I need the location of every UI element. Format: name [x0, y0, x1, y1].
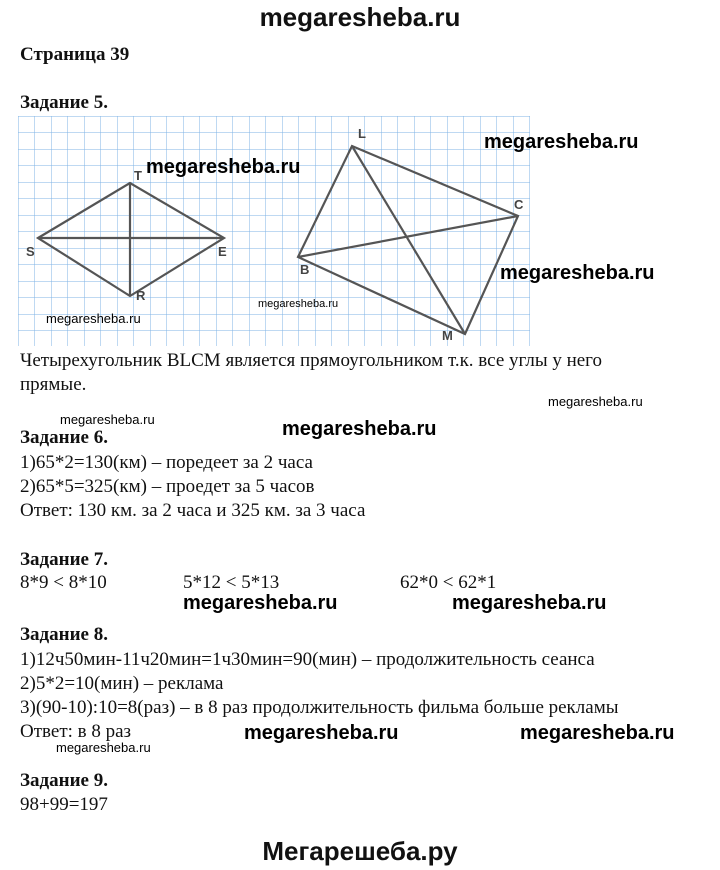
watermark: megaresheba.ru	[500, 262, 655, 284]
task5-text-line: прямые.	[20, 374, 87, 395]
point-label-l: L	[358, 126, 366, 141]
point-label-e: E	[218, 244, 227, 259]
task8-line: 2)5*2=10(мин) – реклама	[20, 673, 224, 694]
point-label-r: R	[136, 288, 146, 303]
task8-heading: Задание 8.	[20, 624, 108, 645]
watermark: megaresheba.ru	[60, 412, 155, 427]
watermark: megaresheba.ru	[452, 592, 607, 614]
task6-line: Ответ: 130 км. за 2 часа и 325 км. за 3 часа	[20, 500, 366, 521]
task7-item: 5*12 < 5*13	[183, 572, 280, 593]
task9-heading: Задание 9.	[20, 770, 108, 791]
watermark: megaresheba.ru	[282, 418, 437, 440]
point-label-t: T	[134, 168, 142, 183]
task6-heading: Задание 6.	[20, 427, 108, 448]
task5-heading: Задание 5.	[20, 92, 108, 113]
task5-text-line: Четырехугольник BLCM является прямоугольником т.к. все углы у него	[20, 350, 603, 371]
watermark: megaresheba.ru	[46, 311, 141, 326]
site-footer: Мегарешеба.ру	[262, 836, 458, 866]
task6-line: 1)65*2=130(км) – поредеет за 2 часа	[20, 452, 313, 473]
task7-item: 62*0 < 62*1	[400, 572, 497, 593]
point-label-m: M	[442, 328, 453, 343]
task8-line: Ответ: в 8 раз	[20, 721, 132, 742]
task7-heading: Задание 7.	[20, 549, 108, 570]
page-title: Страница 39	[20, 44, 130, 65]
point-label-c: C	[514, 197, 524, 212]
watermark: megaresheba.ru	[484, 131, 639, 153]
task7-item: 8*9 < 8*10	[20, 572, 107, 593]
site-header: megaresheba.ru	[259, 2, 461, 32]
watermark: megaresheba.ru	[520, 722, 675, 744]
watermark: megaresheba.ru	[548, 394, 643, 409]
point-label-s: S	[26, 244, 35, 259]
watermark: megaresheba.ru	[56, 740, 151, 755]
point-label-b: B	[300, 262, 310, 277]
task8-line: 3)(90-10):10=8(раз) – в 8 раз продолжительность фильма больше рекламы	[20, 697, 619, 718]
watermark: megaresheba.ru	[244, 722, 399, 744]
task8-line: 1)12ч50мин-11ч20мин=1ч30мин=90(мин) – продолжительность сеанса	[20, 649, 595, 670]
task6-line: 2)65*5=325(км) – проедет за 5 часов	[20, 476, 315, 497]
task9-line: 98+99=197	[20, 794, 108, 815]
watermark: megaresheba.ru	[183, 592, 338, 614]
watermark: megaresheba.ru	[146, 156, 301, 178]
watermark: megaresheba.ru	[258, 298, 339, 310]
